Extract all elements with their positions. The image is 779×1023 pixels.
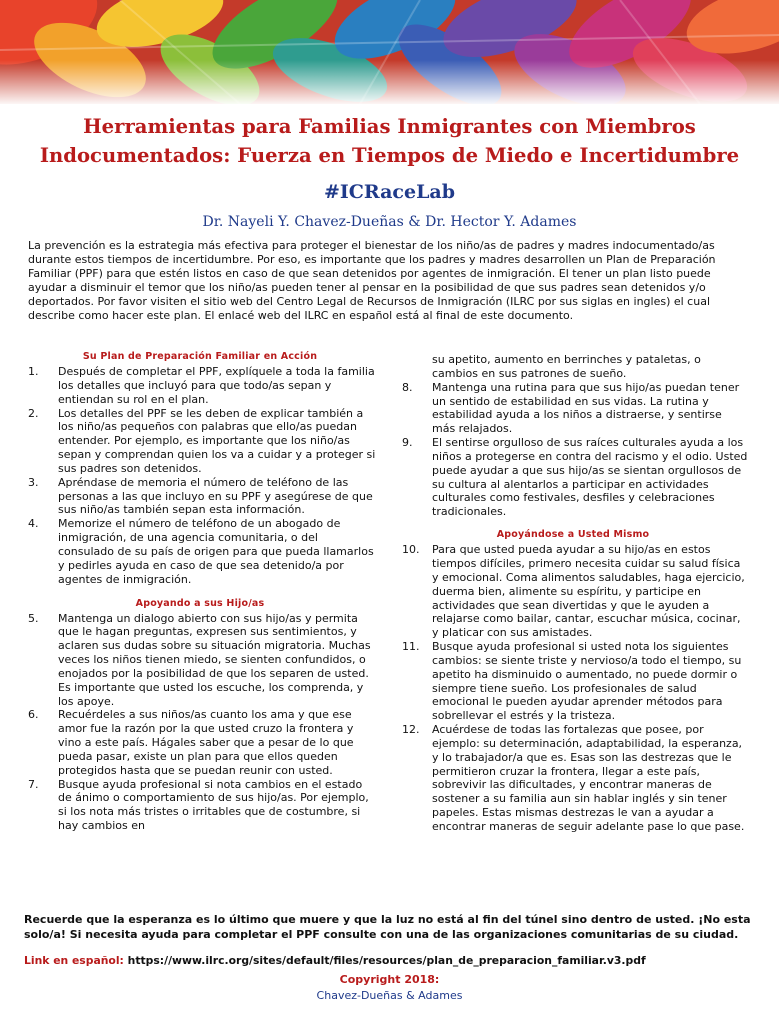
list-item bbox=[24, 476, 376, 518]
item-number: 11. bbox=[402, 640, 420, 654]
item-text: Recuérdeles a sus niños/as cuanto los ama y que ese amor fue la razón por la que usted cruzo la frontera y vino a este país. Hágales saber que a pesar de lo que pueda pasar, existe un plan para que ellos queden protegidos hasta que se puedan reunir con usted. bbox=[58, 708, 354, 777]
item-text: Mantenga una rutina para que sus hijo/as puedan tener un sentido de estabilidad en sus vidas. La rutina y estabilidad ayuda a los niños a distraerse, y sentirse más relajados. bbox=[432, 380, 740, 436]
section-heading-mismo: Apoyándose a Usted Mismo bbox=[496, 529, 650, 541]
item-number: 4. bbox=[28, 517, 39, 531]
authors: Dr. Nayeli Y. Chavez-Dueñas & Dr. Hector Y. Adames bbox=[202, 214, 577, 230]
list-item bbox=[24, 517, 376, 586]
section-heading-apoyando: Apoyando a sus Hijo/as bbox=[135, 597, 265, 609]
list-apoyando bbox=[24, 612, 376, 834]
item-number: 9. bbox=[402, 436, 413, 450]
list-item bbox=[24, 708, 376, 777]
item-number: 10. bbox=[402, 543, 420, 557]
item-text: Los detalles del PPF se les deben de explicar también a los niño/as pequeños con palabras que ello/as puedan entender. Por ejemplo, es importante que los niño/as sepan y comprendan quien los va a cuidar y a proteger si sus padres son detenidos. bbox=[58, 406, 376, 475]
left-column bbox=[24, 350, 376, 833]
item-text: Después de completar el PPF, explíquele a toda la familia los detalles que incluyó para que todo/as sepan y entiendan su rol en el plan. bbox=[58, 365, 375, 406]
list-item bbox=[398, 723, 748, 834]
list-item bbox=[398, 436, 748, 519]
item-number: 6. bbox=[28, 708, 39, 722]
item-number: 8. bbox=[402, 380, 413, 394]
list-item-continuation bbox=[398, 353, 748, 381]
item-number: 12. bbox=[402, 723, 420, 737]
list-item bbox=[398, 640, 748, 723]
copyright-names: Chavez-Dueñas & Adames bbox=[316, 989, 463, 1002]
item-text: Busque ayuda profesional si usted nota los siguientes cambios: se siente triste y nervioso/a todo el tiempo, su apetito ha disminuido o aumentado, no puede dormir o siempre tiene sueño. Los profesionales de salud emocional le pueden ayudar aprender métodos para sobrellevar el estrés y la tristeza. bbox=[432, 640, 742, 723]
item-number: 2. bbox=[28, 406, 39, 420]
item-number: 3. bbox=[28, 475, 39, 489]
hashtag: #ICRaceLab bbox=[323, 181, 456, 203]
intro-paragraph: La prevención es la estrategia más efectiva para proteger el bienestar de los niño/as de padres y madres indocumentado/as durante estos tiempos de incertidumbre. Por eso, es importante que los padres y madres desarrollen un Plan de Preparación Familiar (PPF) para que estén listos en caso de que sean detenidos por agentes de inmigración. El tener un plan listo puede ayudar a disminuir el temor que los niño/as pueden tener al pensar en la posibilidad de que sus padres sean detenidos y/o deportados. Por favor visiten el sitio web del Centro Legal de Recursos de Inmigración (ILRC por sus siglas en ingles) el cual describe como hacer este plan. El enlacé web del ILRC en español está al final de este documento. bbox=[28, 239, 716, 322]
page-title bbox=[10, 112, 769, 170]
ilrc-link[interactable]: https://www.ilrc.org/sites/default/files/resources/plan_de_preparacion_familiar.v3.pdf bbox=[127, 954, 646, 967]
list-item bbox=[24, 407, 376, 476]
list-item bbox=[398, 543, 748, 640]
item-number: 7. bbox=[28, 777, 39, 791]
item-number: 5. bbox=[28, 611, 39, 625]
link-label: Link en español: bbox=[24, 954, 124, 967]
list-item bbox=[24, 365, 376, 407]
list-item bbox=[24, 778, 376, 833]
autumn-leaves-banner bbox=[0, 0, 779, 104]
list-mismo bbox=[398, 543, 748, 834]
closing-message: Recuerde que la esperanza es lo último que muere y que la luz no está al fin del túnel sino dentro de usted. ¡No esta solo/a! Si necesita ayuda para completar el PPF consulte con una de las organizaciones comunitarias de su ciudad. bbox=[24, 913, 751, 941]
item-text: Busque ayuda profesional si nota cambios en el estado de ánimo o comportamiento de sus hijo/as. Por ejemplo, si los nota más tristes o irritables que de costumbre, si hay cambios en bbox=[58, 777, 369, 833]
list-plan bbox=[24, 365, 376, 587]
list-apoyando-continued bbox=[398, 353, 748, 519]
item-number: 1. bbox=[28, 365, 39, 378]
item-text: Apréndase de memoria el número de teléfono de las personas a las que incluyo en su PPF y asegúrese de que sus niño/as también sepan esta información. bbox=[58, 475, 373, 517]
item-text: Memorize el número de teléfono de un abogado de inmigración, de una agencia comunitaria, o del consulado de su país de origen para que pueda llamarlos y pedirles ayuda en caso de que sea detenido/a por agentes de inmigración. bbox=[58, 517, 374, 586]
title-line-1: Herramientas para Familias Inmigrantes con Miembros bbox=[83, 115, 696, 138]
item-text: Mantenga un dialogo abierto con sus hijo/as y permita que le hagan preguntas, expresen sus sentimientos, y aclaren sus dudas sobre su situación migratoria. Muchas veces los niños tienen miedo, se sienten confundidos, o enojados por la posibilidad de que los separen de usted. Es importante que usted los escuche, los comprenda, y los apoye. bbox=[58, 611, 371, 708]
item-text: Acuérdese de todas las fortalezas que posee, por ejemplo: su determinación, adaptabilidad, la esperanza, y lo trabajador/a que es. Esas son las destrezas que le permitieron cruzar la frontera, llegar a este país, sobrevivir las dificultades, y encontrar maneras de sostener a su familia aun sin hablar inglés y sin tener papeles. Estas mismas destrezas le van a ayudar a encontrar maneras de seguir adelante pase lo que pase. bbox=[432, 723, 745, 833]
item-text: su apetito, aumento en berrinches y pataletas, o cambios en sus patrones de sueño. bbox=[432, 353, 701, 380]
title-line-2: Indocumentados: Fuerza en Tiempos de Miedo e Incertidumbre bbox=[39, 144, 740, 167]
item-text: Para que usted pueda ayudar a su hijo/as en estos tiempos difíciles, primero necesita cuidar su salud física y emocional. Coma alimentos saludables, haga ejercicio, duerma bien, alimente su espíritu, y participe en actividades que sean divertidas y que le ayuden a relajarse como bailar, cantar, escuchar música, cocinar, y platicar con sus amistades. bbox=[432, 543, 745, 640]
link-line bbox=[24, 953, 759, 968]
right-column bbox=[398, 353, 748, 834]
copyright: Copyright 2018: bbox=[339, 973, 440, 986]
section-heading-plan: Su Plan de Preparación Familiar en Acción bbox=[82, 351, 318, 362]
list-item bbox=[24, 612, 376, 709]
item-text: El sentirse orgulloso de sus raíces culturales ayuda a los niños a protegerse en contra del racismo y el odio. Usted puede ayudar a que sus hijo/as se sientan orgullosos de su cultura al alentarlos a participar en actividades culturales como festivales, desfiles y celebraciones tradicionales. bbox=[432, 436, 748, 519]
list-item bbox=[398, 381, 748, 436]
